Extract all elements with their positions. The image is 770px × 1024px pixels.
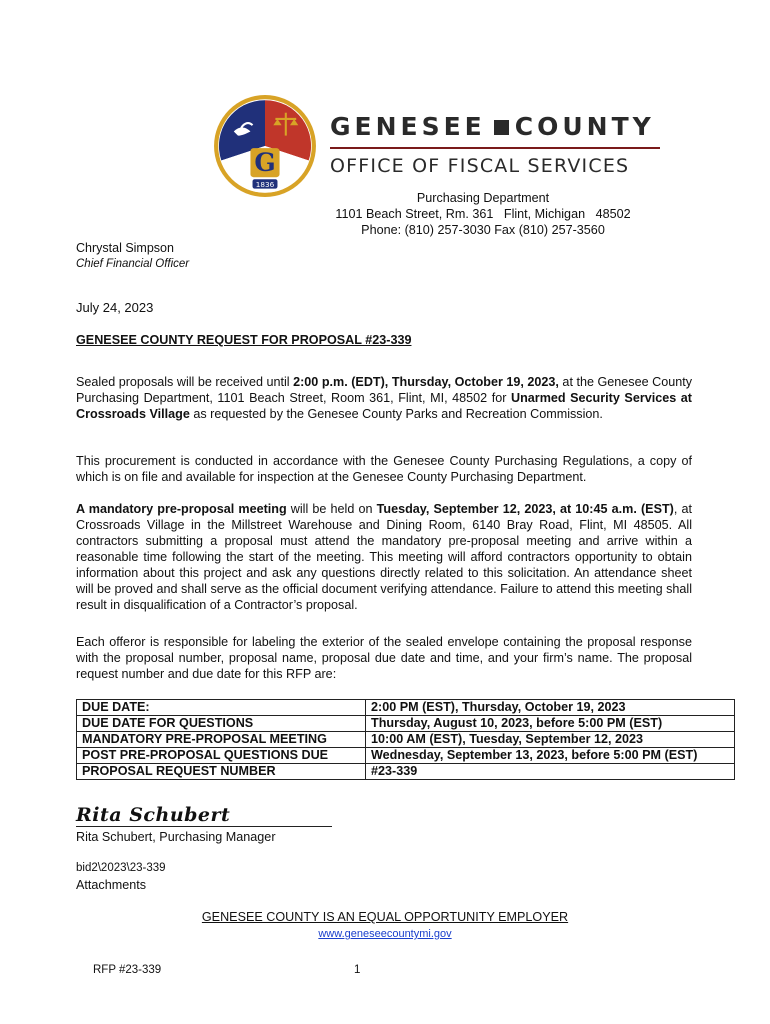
cfo-name: Chrystal Simpson bbox=[76, 241, 174, 255]
table-row bbox=[77, 764, 735, 780]
brand-word-county: COUNTY bbox=[514, 112, 655, 141]
table-row bbox=[77, 700, 735, 716]
footer-rfp-number: RFP #23-339 bbox=[93, 964, 162, 976]
table-label: DUE DATE FOR QUESTIONS bbox=[77, 716, 366, 732]
letterhead-brand bbox=[330, 112, 690, 177]
signer-name-title: Rita Schubert, Purchasing Manager bbox=[76, 830, 276, 844]
table-value: 10:00 AM (EST), Tuesday, September 12, 2023 bbox=[366, 732, 735, 748]
signature-line bbox=[76, 826, 332, 827]
table-label: DUE DATE: bbox=[77, 700, 366, 716]
table-label: PROPOSAL REQUEST NUMBER bbox=[77, 764, 366, 780]
table-value: #23-339 bbox=[366, 764, 735, 780]
paragraph-labeling: Each offeror is responsible for labeling the exterior of the sealed envelope containing the proposal response with the proposal number, proposal name, proposal due date and time, and your firm’s name. The proposal request number and due date for this RFP are: bbox=[76, 635, 692, 681]
file-reference: bid2\2023\23-339 bbox=[76, 862, 166, 874]
p1-service-name: Unarmed Security Services at Crossroads Village bbox=[76, 391, 692, 421]
brand-word-genesee: GENESEE bbox=[330, 112, 486, 141]
due-dates-table bbox=[76, 699, 735, 780]
attachments-label: Attachments bbox=[76, 878, 146, 892]
p3-text-d: , at Crossroads Village in the Millstreet Warehouse and Dining Room, 6140 Bray Road, Flint, MI 48505. All contractors submitting a proposal must attend the mandatory pre-proposal meeting and arrive within a reasonable time following the start of the meeting. This meeting will afford contractors opportunity to obtain information about this project and ask any questions directly related to this solicitation. An attendance sheet will be proved and shall serve as the official document verifying attendance. Failure to attend this meeting shall result in disqualification of a Contractor’s proposal. bbox=[76, 502, 692, 612]
table-value: Thursday, August 10, 2023, before 5:00 PM (EST) bbox=[366, 716, 735, 732]
p3-meeting-datetime: Tuesday, September 12, 2023, at 10:45 a.m. (EST) bbox=[376, 502, 674, 516]
table-row bbox=[77, 732, 735, 748]
equal-opportunity-statement: GENESEE COUNTY IS AN EQUAL OPPORTUNITY EMPLOYER bbox=[201, 910, 569, 924]
p1-text-c: at the Genesee County Purchasing Department, 1101 Beach Street, Room 361, Flint, MI, 48502 for bbox=[76, 375, 693, 405]
p1-deadline: 2:00 p.m. (EDT), Thursday, October 19, 2023, bbox=[293, 375, 559, 389]
table-value: Wednesday, September 13, 2023, before 5:00 PM (EST) bbox=[366, 748, 735, 764]
cfo-block bbox=[76, 240, 189, 272]
table-row bbox=[77, 716, 735, 732]
p3-meeting-label: A mandatory pre-proposal meeting bbox=[76, 502, 287, 516]
rfp-title: GENESEE COUNTY REQUEST FOR PROPOSAL #23-339 bbox=[76, 333, 412, 347]
brand-divider bbox=[330, 147, 660, 149]
letter-date: July 24, 2023 bbox=[76, 300, 154, 315]
handwritten-signature: Rita Schubert bbox=[76, 804, 231, 826]
department-address bbox=[300, 190, 666, 238]
footer-page-number: 1 bbox=[354, 964, 361, 976]
paragraph-pre-proposal-meeting bbox=[76, 501, 692, 613]
website-link[interactable]: www.geneseecountymi.gov bbox=[318, 928, 452, 940]
county-seal-logo bbox=[213, 94, 317, 198]
p1-text-a: Sealed proposals will be received until bbox=[76, 375, 294, 389]
brand-subtitle: OFFICE OF FISCAL SERVICES bbox=[330, 155, 630, 177]
square-separator-icon bbox=[494, 120, 509, 135]
paragraph-procurement: This procurement is conducted in accordance with the Genesee County Purchasing Regulations, a copy of which is on file and available for inspection at the Genesee County Purchasing Department. bbox=[76, 454, 692, 484]
cfo-title: Chief Financial Officer bbox=[76, 258, 190, 270]
phone-fax: Phone: (810) 257-3030 Fax (810) 257-3560 bbox=[361, 223, 605, 237]
table-label: MANDATORY PRE-PROPOSAL MEETING bbox=[77, 732, 366, 748]
brand-name bbox=[330, 112, 690, 141]
department-name: Purchasing Department bbox=[416, 191, 550, 205]
p3-text-b: will be held on bbox=[286, 502, 377, 516]
seal-year: 1836 bbox=[255, 180, 275, 190]
p1-text-e: as requested by the Genesee County Parks and Recreation Commission. bbox=[189, 407, 603, 421]
table-row bbox=[77, 748, 735, 764]
street-address: 1101 Beach Street, Rm. 361 Flint, Michigan 48502 bbox=[335, 207, 631, 221]
paragraph-sealed-proposals bbox=[76, 374, 692, 422]
table-label: POST PRE-PROPOSAL QUESTIONS DUE bbox=[77, 748, 366, 764]
table-value: 2:00 PM (EST), Thursday, October 19, 2023 bbox=[366, 700, 735, 716]
seal-letter: G bbox=[254, 147, 276, 177]
